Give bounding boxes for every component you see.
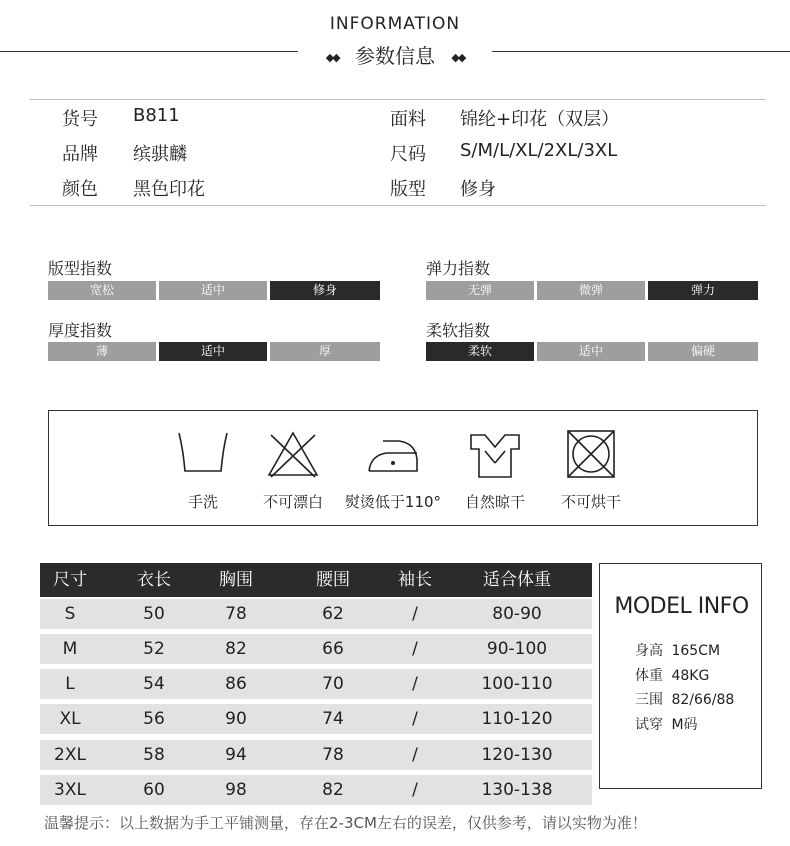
index-bar-softness: [426, 342, 758, 361]
table-cell: /: [412, 745, 418, 765]
table-row: [40, 669, 592, 699]
param-value: 缤骐麟: [133, 144, 187, 165]
table-cell: 62: [322, 604, 344, 624]
care-label: 自然晾干: [464, 493, 525, 511]
table-cell: 110-120: [481, 709, 553, 729]
size-col-header: 腰围: [316, 570, 350, 590]
table-cell: 94: [225, 745, 247, 765]
model-info-box: [599, 563, 762, 789]
header-divider-left: [0, 51, 298, 52]
index-segment: 适中: [537, 342, 645, 361]
model-info-row: [635, 665, 709, 685]
param-label: 尺码: [390, 144, 426, 165]
table-cell: /: [412, 604, 418, 624]
index-segment: 微弹: [537, 281, 645, 300]
table-cell: 130-138: [481, 780, 553, 800]
index-title: 弹力指数: [426, 259, 491, 278]
param-value: B811: [133, 105, 180, 126]
table-cell: 82: [225, 639, 247, 659]
index-bar-thickness: [48, 342, 380, 361]
param-divider-top: [30, 99, 766, 100]
index-bar-elasticity: [426, 281, 758, 300]
model-info-label: 试穿: [635, 717, 663, 733]
param-value: 锦纶+印花（双层）: [460, 109, 620, 130]
header-title-cn-wrap: [298, 40, 492, 69]
model-info-value: 48KG: [671, 668, 710, 684]
table-cell: /: [412, 780, 418, 800]
table-row: [40, 704, 592, 734]
header-title-en: INFORMATION: [329, 14, 461, 34]
care-label: 手洗: [187, 493, 218, 511]
index-segment: 适中: [159, 281, 267, 300]
index-segment: 柔软: [426, 342, 534, 361]
model-info-row: [635, 640, 720, 660]
model-info-label: 体重: [635, 668, 663, 684]
diamond-right-icon: ◆◆: [451, 51, 465, 64]
index-segment: 偏硬: [648, 342, 758, 361]
model-info-label: 三围: [635, 692, 663, 708]
table-cell: 52: [143, 639, 165, 659]
table-cell: /: [412, 639, 418, 659]
table-row: [40, 740, 592, 770]
dry-flat-icon: [467, 429, 523, 481]
measurement-note: 温馨提示：以上数据为手工平铺测量，存在2-3CM左右的误差，仅供参考，请以实物为准！: [44, 814, 647, 832]
param-label: 面料: [390, 109, 426, 130]
index-title: 柔软指数: [426, 321, 491, 340]
param-value: 修身: [460, 179, 496, 200]
table-cell: 80-90: [492, 604, 542, 624]
size-col-header: 衣长: [137, 570, 171, 590]
table-cell: 90-100: [486, 639, 548, 659]
table-row: [40, 599, 592, 629]
table-row: [40, 634, 592, 664]
header-divider-right: [492, 51, 790, 52]
table-cell: 56: [143, 709, 165, 729]
index-segment: 宽松: [48, 281, 156, 300]
table-cell: 58: [143, 745, 165, 765]
size-col-header: 适合体重: [483, 570, 551, 590]
table-cell: /: [412, 674, 418, 694]
model-info-value: 82/66/88: [671, 692, 735, 708]
table-cell: 3XL: [54, 780, 86, 800]
size-col-header: 袖长: [398, 570, 432, 590]
table-cell: L: [65, 674, 75, 694]
diamond-left-icon: ◆◆: [325, 51, 339, 64]
model-info-value: M码: [671, 717, 698, 733]
table-cell: 70: [322, 674, 344, 694]
index-segment: 无弹: [426, 281, 534, 300]
index-segment: 适中: [159, 342, 267, 361]
model-info-title: MODEL INFO: [614, 594, 749, 619]
table-cell: 120-130: [481, 745, 553, 765]
no-bleach-icon: [265, 429, 321, 481]
table-cell: XL: [59, 709, 81, 729]
care-label: 不可漂白: [262, 493, 323, 511]
care-label: 熨烫低于110°: [344, 493, 442, 511]
no-tumble-dry-icon: [563, 429, 619, 481]
table-cell: 2XL: [54, 745, 86, 765]
table-cell: 78: [322, 745, 344, 765]
table-cell: 82: [322, 780, 344, 800]
table-cell: 74: [322, 709, 344, 729]
size-col-header: 尺寸: [53, 570, 87, 590]
table-cell: 86: [225, 674, 247, 694]
table-cell: 98: [225, 780, 247, 800]
param-value: S/M/L/XL/2XL/3XL: [460, 140, 618, 161]
model-info-label: 身高: [635, 643, 663, 659]
care-instructions-box: [48, 410, 758, 526]
hand-wash-icon: [175, 429, 231, 481]
model-info-value: 165CM: [671, 643, 721, 659]
table-cell: /: [412, 709, 418, 729]
model-info-row: [635, 714, 698, 734]
param-label: 颜色: [62, 179, 98, 200]
iron-low-icon: [365, 429, 421, 481]
model-info-row: [635, 689, 734, 709]
index-segment: 厚: [270, 342, 380, 361]
table-cell: 66: [322, 639, 344, 659]
param-label: 品牌: [62, 144, 98, 165]
index-title: 厚度指数: [48, 321, 113, 340]
index-segment: 薄: [48, 342, 156, 361]
table-cell: M: [62, 639, 78, 659]
table-cell: 78: [225, 604, 247, 624]
table-row: [40, 775, 592, 805]
param-label: 货号: [62, 109, 98, 130]
table-cell: 60: [143, 780, 165, 800]
param-label: 版型: [390, 179, 426, 200]
table-cell: 90: [225, 709, 247, 729]
header-title-cn: 参数信息: [355, 44, 435, 68]
param-divider-bottom: [30, 205, 766, 206]
index-bar-fit: [48, 281, 380, 300]
table-cell: 100-110: [481, 674, 553, 694]
care-label: 不可烘干: [560, 493, 621, 511]
size-table-header: [40, 563, 592, 597]
index-segment: 修身: [270, 281, 380, 300]
size-col-header: 胸围: [219, 570, 253, 590]
table-cell: 54: [143, 674, 165, 694]
table-cell: 50: [143, 604, 165, 624]
index-segment: 弹力: [648, 281, 758, 300]
table-cell: S: [64, 604, 76, 624]
param-value: 黑色印花: [133, 179, 205, 200]
index-title: 版型指数: [48, 259, 113, 278]
